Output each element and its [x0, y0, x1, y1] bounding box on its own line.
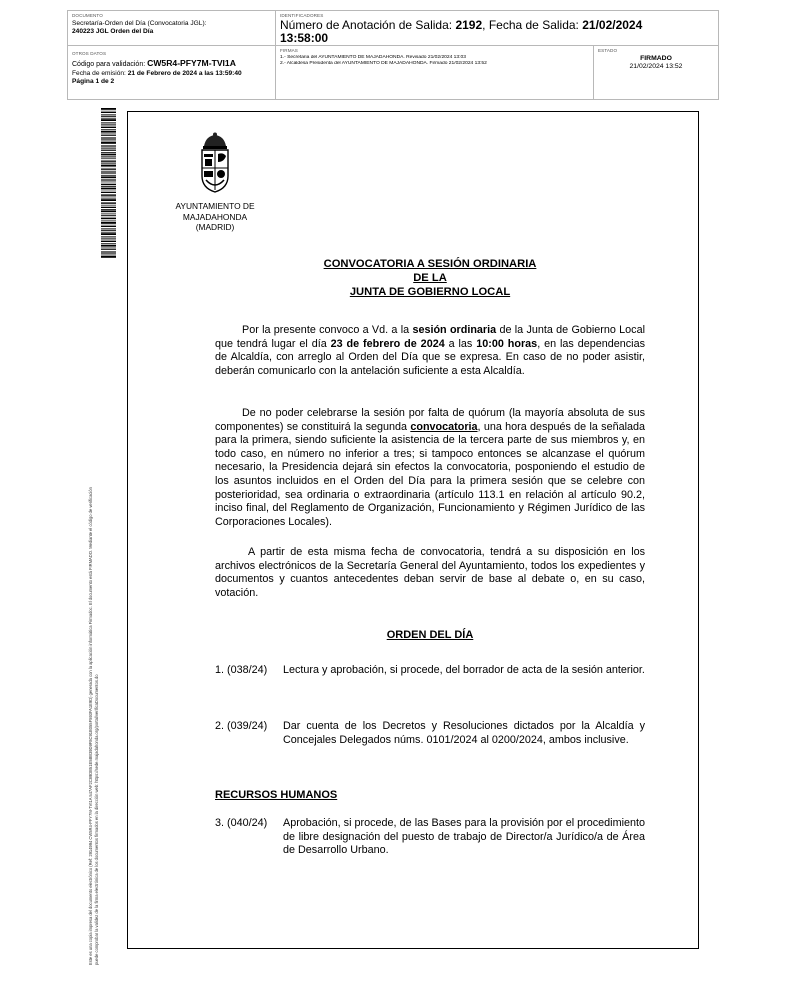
institution-name: AYUNTAMIENTO DE MAJADAHONDA (MADRID) [175, 201, 255, 232]
documento-label: DOCUMENTO [72, 13, 103, 18]
firmas-cell [276, 46, 594, 99]
codigo-validacion: Código para validación: CW5R4-PFY7M-TVI1A [72, 58, 236, 68]
estado-fecha: 21/02/2024 13:52 [629, 63, 683, 70]
documento-line2: 240223 JGL Orden del Día [72, 28, 154, 36]
paragraph-quorum: De no poder celebrarse la sesión por falta de quórum (la mayoría absoluta de sus componentes) se constituirá la segunda convocatoria, una hora después de la señalada para la primera, siendo suficiente la asistencia de la tercera parte de sus miembros y, en todo caso, en número no inferior a tres; si tampoco entonces se alcanzase el quórum necesario, la Presidencia dejará sin efectos la convocatoria, posponiendo el estudio de los asuntos incluidos en el Orden del Día para la primera sesión que se celebre con posterioridad, sea ordinaria o extraordinaria (artículo 113.1 en relación al artículo 90.2, inciso final, del Reglamento de Organización, Funcionamiento y Régimen Jurídico de las Corporaciones Locales). [215, 407, 646, 528]
firma-2: 2.- Alcaldesa Presidenta del AYUNTAMIENTO DE MAJADAHONDA. Firmado 21/02/2024 13:52 [280, 61, 487, 67]
estado-firmado: FIRMADO [640, 55, 672, 62]
signature-header [67, 10, 719, 100]
agenda-item-number: 1. (038/24) [215, 664, 268, 676]
agenda-item-text: Dar cuenta de los Decretos y Resoluciones dictados por la Alcaldía y Concejales Delegados núms. 0101/2024 al 0200/2024, ambos inclusive. [283, 720, 645, 746]
agenda-item-text: Lectura y aprobación, si procede, del borrador de acta de la sesión anterior. [283, 664, 645, 676]
fecha-emision: Fecha de emisión: 21 de Febrero de 2024 a las 13:59:40 [72, 70, 242, 77]
estado-label: ESTADO [598, 48, 618, 53]
orden-del-dia-heading: ORDEN DEL DÍA [386, 629, 474, 641]
otros-datos-label: OTROS DATOS [72, 51, 107, 56]
otros-datos-cell [68, 46, 276, 99]
paragraph-expedientes: A partir de esta misma fecha de convocatoria, tendrá a su disposición en los archivos electrónicos de la Secretaría General del Ayuntamiento, todos los expedientes y documentos y cuantos antecedentes deban servir de base al debate o, en su caso, votación. [215, 546, 645, 599]
pagina: Página 1 de 2 [72, 78, 115, 86]
firmas-label: FIRMAS [280, 48, 298, 53]
identificadores-label: IDENTIFICADORES [280, 13, 324, 18]
anotacion-salida: Número de Anotación de Salida: 2192, Fecha de Salida: 21/02/2024 [280, 18, 643, 32]
section-heading-recursos-humanos: RECURSOS HUMANOS [215, 789, 338, 801]
paragraph-convocatoria: Por la presente convoco a Vd. a la sesión ordinaria de la Junta de Gobierno Local que tendrá lugar el día 23 de febrero de 2024 a las 10:00 horas, en las dependencias de Alcaldía, con arreglo al Orden del Día que se expresa. En caso de no poder asistir, deberán comunicarlo con la antelación suficiente a esta Alcaldía. [215, 324, 645, 377]
agenda-item-number: 2. (039/24) [215, 720, 268, 732]
agenda-item-number: 3. (040/24) [215, 817, 268, 829]
documento-cell [68, 11, 276, 46]
identificadores-cell [276, 11, 718, 46]
verification-side-text: Este es una copia impresa del documento electrónico (Ref: 2914994 CW5R4-PFY7M-TVI1A 547AF2C89DB51E5BB39D9F8C91B055F593FA1E9D) generada con la aplicación informática Firmadoc. El documento está FIRMADO. Mediante el código de verificación puede comprobar la validez de la firma electrónica de los documentos firmados en la dirección web: https://sede.majadahonda.org/portal/verificaDocumentos.do [88, 487, 99, 965]
anotacion-hora: 13:58:00 [280, 31, 329, 45]
coat-of-arms-icon [196, 132, 234, 194]
documento-line1: Secretaría-Orden del Día (Convocatoria JGL): [72, 20, 207, 27]
firma-1: 1.- Secretaria del AYUNTAMIENTO DE MAJADAHONDA. Revisado 21/02/2024 13:03 [280, 55, 466, 60]
agenda-item-text: Aprobación, si procede, de las Bases para la provisión por el procedimiento de libre designación del puesto de trabajo de Director/a Jurídico/a de Área de Desarrollo Urbano. [283, 817, 645, 857]
barcode-icon [101, 108, 116, 258]
estado-cell [594, 46, 718, 99]
document-title: CONVOCATORIA A SESIÓN ORDINARIA DE LA JUNTA DE GOBIERNO LOCAL [323, 258, 537, 299]
